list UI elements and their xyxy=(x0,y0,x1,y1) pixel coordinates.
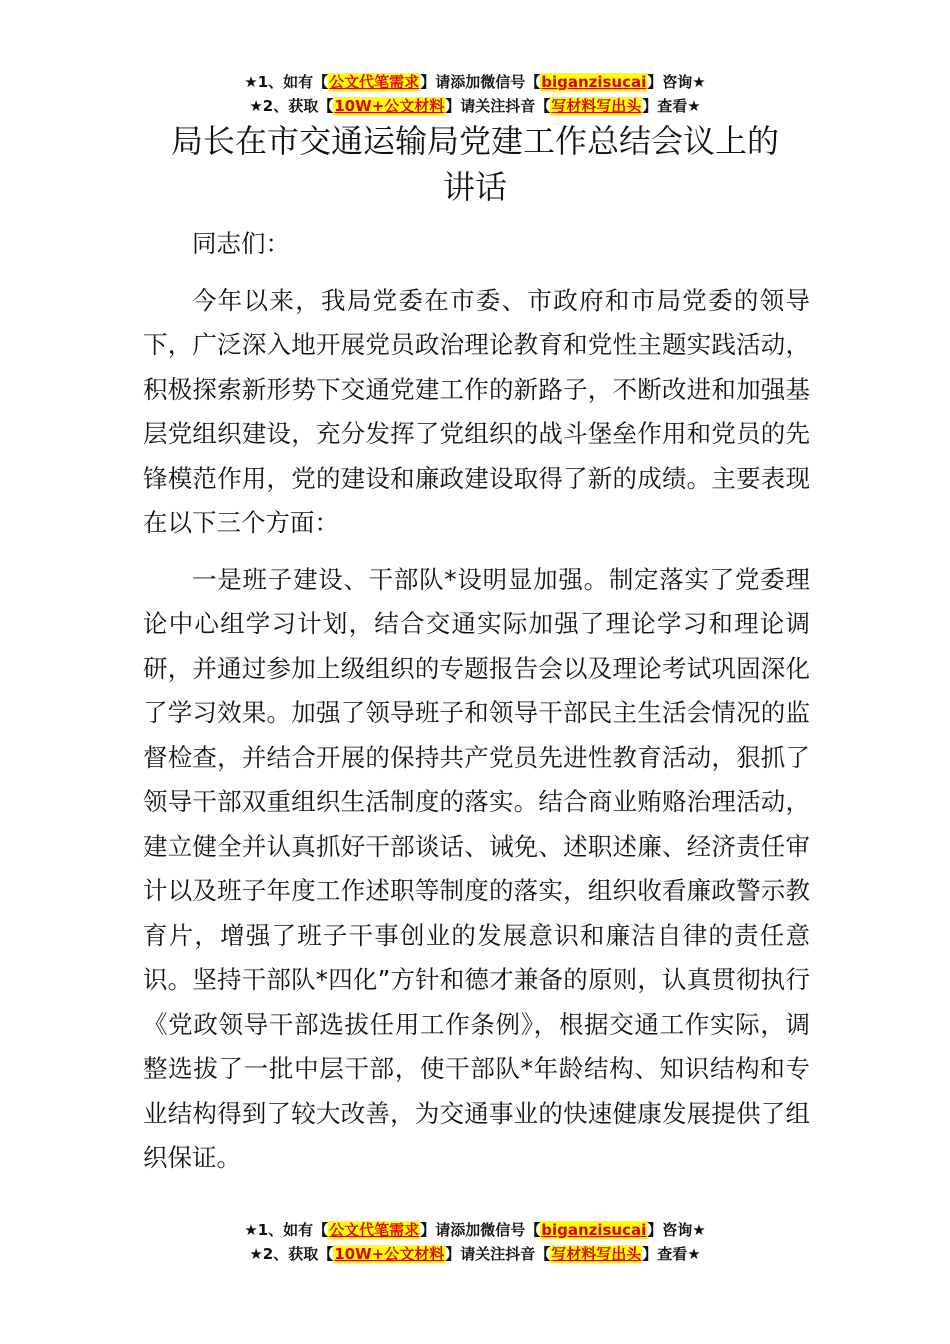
banner-line-1 xyxy=(0,1218,950,1242)
banner-text: ★2、获取【 xyxy=(249,97,334,115)
banner-text: 】请添加微信号【 xyxy=(420,73,541,91)
highlight-materials[interactable]: 10W+公文材料 xyxy=(334,97,445,115)
highlight-service[interactable]: 公文代笔需求 xyxy=(329,73,420,91)
title-line-2: 讲话 xyxy=(442,168,507,206)
banner-line-2 xyxy=(0,94,950,118)
banner-text: 】咨询★ xyxy=(647,1221,706,1239)
highlight-materials[interactable]: 10W+公文材料 xyxy=(334,1245,445,1263)
highlight-douyin[interactable]: 写材料写出头 xyxy=(551,97,642,115)
paragraph: 一是班子建设、干部队*设明显加强。制定落实了党委理论中心组学习计划，结合交通实际加强了理论学习和理论调研，并通过参加上级组织的专题报告会以及理论考试巩固深化了学习效果。加强了领导班子和领导干部民主生活会情况的监督检查，并结合开展的保持共产党员先进性教育活动，狠抓了领导干部双重组织生活制度的落实。结合商业贿赂治理活动，建立健全并认真抓好干部谈话、诫免、述职述廉、经济责任审计以及班子年度工作述职等制度的落实，组织收看廉政警示教育片，增强了班子干事创业的发展意识和廉洁自律的责任意识。坚持干部队*四化”方针和德才兼备的原则，认真贯彻执行《党政领导干部选拔任用工作条例》，根据交通工作实际，调整选拔了一批中层干部，使干部队*年龄结构、知识结构和专业结构得到了较大改善，为交通事业的快速健康发展提供了组织保证。 xyxy=(143,564,810,1172)
top-banner xyxy=(0,70,950,118)
highlight-wechat-id[interactable]: biganzisucai xyxy=(541,73,647,91)
banner-text: 】请关注抖音【 xyxy=(445,97,551,115)
document-body xyxy=(143,222,810,1181)
document-title xyxy=(140,118,810,210)
highlight-wechat-id[interactable]: biganzisucai xyxy=(541,1221,647,1239)
highlight-service[interactable]: 公文代笔需求 xyxy=(329,1221,420,1239)
banner-text: ★1、如有【 xyxy=(244,73,329,91)
bottom-banner xyxy=(0,1218,950,1266)
banner-text: ★2、获取【 xyxy=(249,1245,334,1263)
banner-text: 】咨询★ xyxy=(647,73,706,91)
banner-text: 】请关注抖音【 xyxy=(445,1245,551,1263)
banner-line-1 xyxy=(0,70,950,94)
banner-text: 】请添加微信号【 xyxy=(420,1221,541,1239)
title-line-1: 局长在市交通运输局党建工作总结会议上的 xyxy=(170,122,779,160)
banner-text: 】查看★ xyxy=(642,1245,701,1263)
paragraph: 今年以来，我局党委在市委、市政府和市局党委的领导下，广泛深入地开展党员政治理论教育和党性主题实践活动，积极探索新形势下交通党建工作的新路子，不断改进和加强基层党组织建设，充分发挥了党组织的战斗堡垒作用和党员的先锋模范作用，党的建设和廉政建设取得了新的成绩。主要表现在以下三个方面： xyxy=(143,285,810,537)
banner-text: ★1、如有【 xyxy=(244,1221,329,1239)
highlight-douyin[interactable]: 写材料写出头 xyxy=(551,1245,642,1263)
banner-line-2 xyxy=(0,1242,950,1266)
banner-text: 】查看★ xyxy=(642,97,701,115)
greeting: 同志们： xyxy=(192,229,290,258)
